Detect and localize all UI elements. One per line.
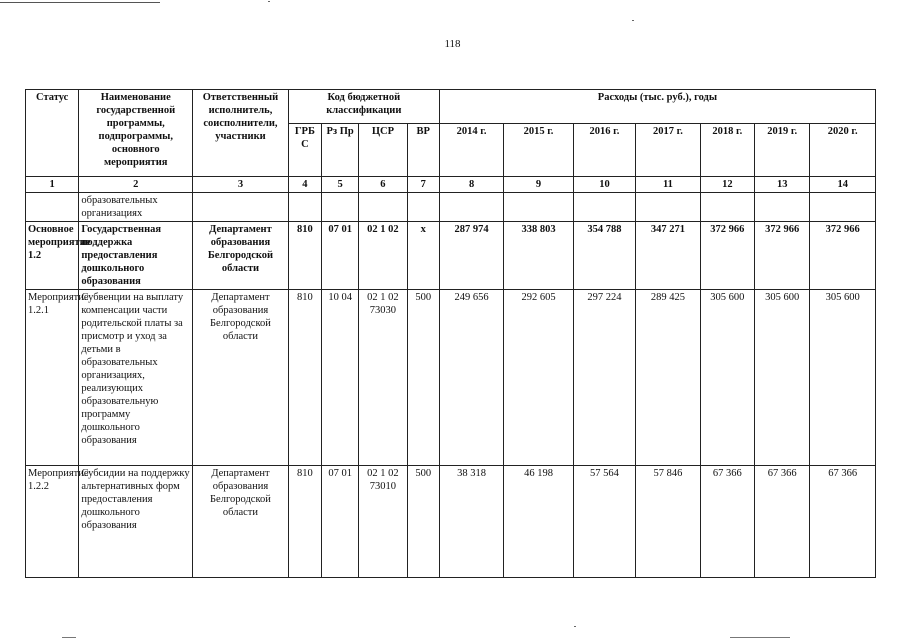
row-value: 372 966 [810,222,876,290]
scan-speck [632,20,634,21]
row-rzpr: 07 01 [322,466,359,578]
header-year: 2016 г. [573,124,635,177]
row-value: 287 974 [439,222,503,290]
row-csr: 02 1 02 73010 [359,466,407,578]
row-value [439,193,503,222]
table-row [26,290,876,466]
row-value: 67 366 [810,466,876,578]
header-vr: ВР [407,124,439,177]
row-status [26,193,79,222]
row-value: 338 803 [504,222,573,290]
row-vr [407,193,439,222]
header-rzpr: Рз Пр [322,124,359,177]
column-index: 9 [504,177,573,193]
column-index: 8 [439,177,503,193]
header-status: Статус [26,90,79,177]
row-csr: 02 1 02 73030 [359,290,407,466]
header-grbs: ГРБ С [288,124,321,177]
column-index: 14 [810,177,876,193]
row-value: 67 366 [755,466,810,578]
row-value: 289 425 [636,290,700,466]
row-vr: 500 [407,290,439,466]
page-number: 118 [444,38,461,50]
bottom-rule [730,637,790,638]
header-budget-code: Код бюджетной классификации [288,90,439,124]
row-vr: 500 [407,466,439,578]
row-status: Основное мероприятие 1.2 [26,222,79,290]
table-row [26,193,876,222]
column-index: 5 [322,177,359,193]
column-index: 11 [636,177,700,193]
row-csr: 02 1 02 [359,222,407,290]
top-rule [0,2,160,3]
row-rzpr: 10 04 [322,290,359,466]
row-value: 372 966 [755,222,810,290]
header-csr: ЦСР [359,124,407,177]
row-value: 57 564 [573,466,635,578]
row-rzpr: 07 01 [322,222,359,290]
header-year: 2014 г. [439,124,503,177]
header-expenses: Расходы (тыс. руб.), годы [439,90,875,124]
row-executor: Департамент образования Белгородской области [193,466,289,578]
row-value [700,193,754,222]
column-index: 13 [755,177,810,193]
header-year: 2017 г. [636,124,700,177]
header-year: 2019 г. [755,124,810,177]
column-index: 7 [407,177,439,193]
row-executor: Департамент образования Белгородской области [193,222,289,290]
row-grbs: 810 [288,466,321,578]
row-vr: х [407,222,439,290]
row-value [504,193,573,222]
scan-speck [268,1,270,2]
column-index: 12 [700,177,754,193]
header-row-1 [26,90,876,124]
column-index: 1 [26,177,79,193]
row-value: 305 600 [810,290,876,466]
bottom-rule [62,637,76,638]
row-value: 249 656 [439,290,503,466]
row-value: 372 966 [700,222,754,290]
row-value: 354 788 [573,222,635,290]
row-name: Субвенции на выплату компенсации части родительской платы за присмотр и уход за детьми в образовательных организациях, реализующих образовательную программу дошкольного образования [79,290,193,466]
row-status: Мероприятие 1.2.2 [26,466,79,578]
row-grbs: 810 [288,290,321,466]
row-value: 67 366 [700,466,754,578]
row-value [573,193,635,222]
row-value: 297 224 [573,290,635,466]
row-value: 46 198 [504,466,573,578]
header-year: 2020 г. [810,124,876,177]
header-year: 2018 г. [700,124,754,177]
column-index: 6 [359,177,407,193]
header-year: 2015 г. [504,124,573,177]
row-grbs [288,193,321,222]
row-value: 38 318 [439,466,503,578]
row-value: 305 600 [755,290,810,466]
row-executor [193,193,289,222]
row-name: образовательных организациях [79,193,193,222]
scan-speck [574,626,576,627]
row-name: Субсидии на поддержку альтернативных форм предоставления дошкольного образования [79,466,193,578]
budget-table [25,89,876,578]
row-value [636,193,700,222]
header-name: Наименование государственной программы, подпрограммы, основного мероприятия [79,90,193,177]
row-value: 347 271 [636,222,700,290]
column-index-row [26,177,876,193]
table-row [26,222,876,290]
column-index: 2 [79,177,193,193]
row-value: 305 600 [700,290,754,466]
row-value: 292 605 [504,290,573,466]
column-index: 4 [288,177,321,193]
column-index: 3 [193,177,289,193]
row-status: Мероприятие 1.2.1 [26,290,79,466]
row-value [755,193,810,222]
row-executor: Департамент образования Белгородской области [193,290,289,466]
column-index: 10 [573,177,635,193]
row-value: 57 846 [636,466,700,578]
row-rzpr [322,193,359,222]
header-executor: Ответственный исполнитель, соисполнители, участники [193,90,289,177]
row-value [810,193,876,222]
row-csr [359,193,407,222]
row-name: Государственная поддержка предоставления дошкольного образования [79,222,193,290]
table-row [26,466,876,578]
row-grbs: 810 [288,222,321,290]
